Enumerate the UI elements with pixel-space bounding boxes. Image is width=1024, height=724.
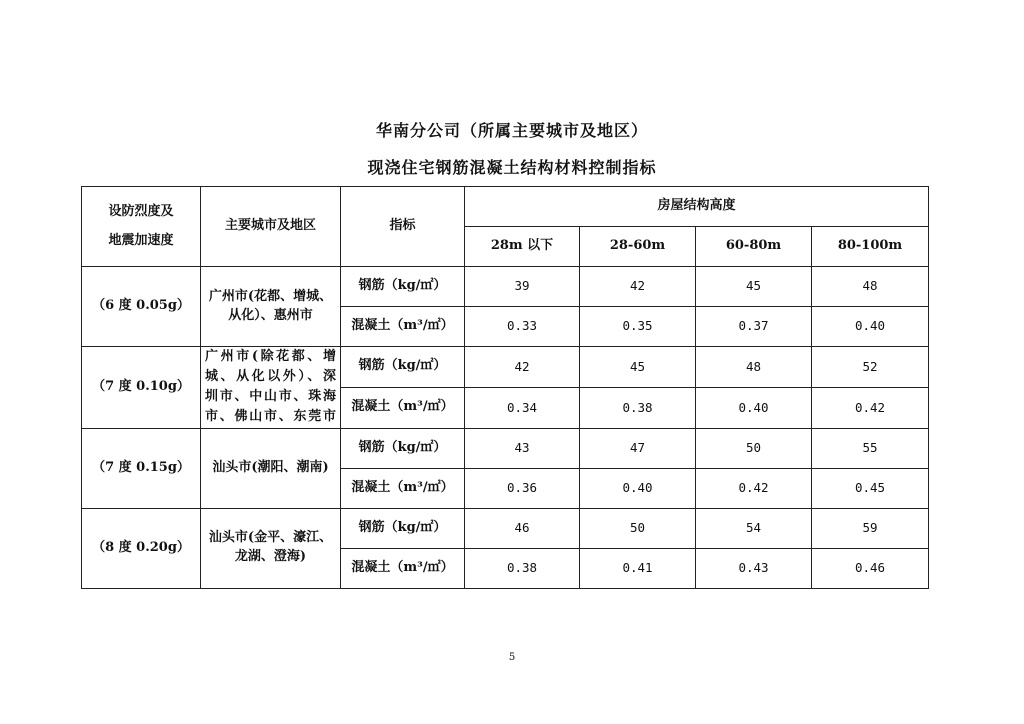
concrete-value: 0.40 [696, 387, 812, 428]
header-height: 80-100m [812, 227, 929, 267]
steel-label: 钢筋（kg/㎡） [341, 267, 465, 307]
concrete-value: 0.37 [696, 307, 812, 347]
seismic-cell: （6 度 0.05g） [82, 267, 201, 347]
steel-value: 50 [696, 428, 812, 468]
steel-value: 45 [580, 347, 696, 388]
city-cell [201, 267, 341, 347]
concrete-value: 0.38 [465, 548, 580, 588]
concrete-value: 0.45 [812, 468, 929, 508]
steel-value: 42 [580, 267, 696, 307]
concrete-value: 0.43 [696, 548, 812, 588]
concrete-value: 0.36 [465, 468, 580, 508]
material-indicator-table [81, 186, 929, 589]
header-row-1 [82, 187, 929, 227]
header-seismic-line1: 设防烈度及 [108, 203, 174, 219]
city-line: 龙湖、澄海) [234, 549, 307, 565]
city-cell [201, 508, 341, 588]
steel-value: 52 [812, 347, 929, 388]
city-line: 汕头市(潮阳、潮南) [212, 459, 329, 475]
concrete-value: 0.42 [696, 468, 812, 508]
steel-value: 59 [812, 508, 929, 548]
steel-label: 钢筋（kg/㎡） [341, 428, 465, 468]
header-height: 28m 以下 [465, 227, 580, 267]
table-row [82, 428, 929, 468]
document-title: 华南分公司（所属主要城市及地区） [375, 121, 648, 140]
concrete-value: 0.40 [580, 468, 696, 508]
concrete-label: 混凝土（m³/㎡） [341, 548, 465, 588]
header-seismic-line2: 地震加速度 [108, 232, 174, 248]
steel-value: 48 [812, 267, 929, 307]
table-row [82, 267, 929, 307]
steel-label: 钢筋（kg/㎡） [341, 347, 465, 388]
concrete-label: 混凝土（m³/㎡） [341, 468, 465, 508]
steel-value: 54 [696, 508, 812, 548]
city-line: 从化）、惠州市 [228, 307, 313, 323]
header-city: 主要城市及地区 [201, 187, 341, 267]
seismic-cell: （8 度 0.20g） [82, 508, 201, 588]
city-cell [201, 428, 341, 508]
header-height: 28-60m [580, 227, 696, 267]
steel-label: 钢筋（kg/㎡） [341, 508, 465, 548]
concrete-value: 0.46 [812, 548, 929, 588]
city-line: 广州市(花都、增城、 [208, 288, 333, 304]
seismic-cell: （7 度 0.10g） [82, 347, 201, 429]
steel-value: 55 [812, 428, 929, 468]
table-title: 现浇住宅钢筋混凝土结构材料控制指标 [367, 158, 657, 177]
concrete-value: 0.33 [465, 307, 580, 347]
concrete-value: 0.40 [812, 307, 929, 347]
concrete-value: 0.42 [812, 387, 929, 428]
seismic-cell: （7 度 0.15g） [82, 428, 201, 508]
steel-value: 48 [696, 347, 812, 388]
steel-value: 47 [580, 428, 696, 468]
steel-value: 39 [465, 267, 580, 307]
concrete-value: 0.38 [580, 387, 696, 428]
steel-value: 46 [465, 508, 580, 548]
city-cell [201, 347, 341, 429]
table-row [82, 347, 929, 388]
concrete-value: 0.41 [580, 548, 696, 588]
steel-value: 50 [580, 508, 696, 548]
steel-value: 43 [465, 428, 580, 468]
header-seismic [82, 187, 201, 267]
header-height-group: 房屋结构高度 [465, 187, 929, 227]
city-line: 圳市、中山市、珠海 [205, 389, 336, 405]
city-line: 城、从化以外）、深 [205, 369, 336, 385]
city-line: 广州市(除花都、增 [205, 349, 336, 364]
table-row [82, 508, 929, 548]
steel-value: 45 [696, 267, 812, 307]
page-number: 5 [508, 652, 516, 663]
concrete-label: 混凝土（m³/㎡） [341, 387, 465, 428]
city-line: 市、佛山市、东莞市 [205, 409, 336, 425]
city-line: 汕头市(金平、濠江、 [208, 530, 333, 546]
steel-value: 42 [465, 347, 580, 388]
header-height: 60-80m [696, 227, 812, 267]
concrete-value: 0.35 [580, 307, 696, 347]
header-indicator: 指标 [341, 187, 465, 267]
concrete-label: 混凝土（m³/㎡） [341, 307, 465, 347]
concrete-value: 0.34 [465, 387, 580, 428]
